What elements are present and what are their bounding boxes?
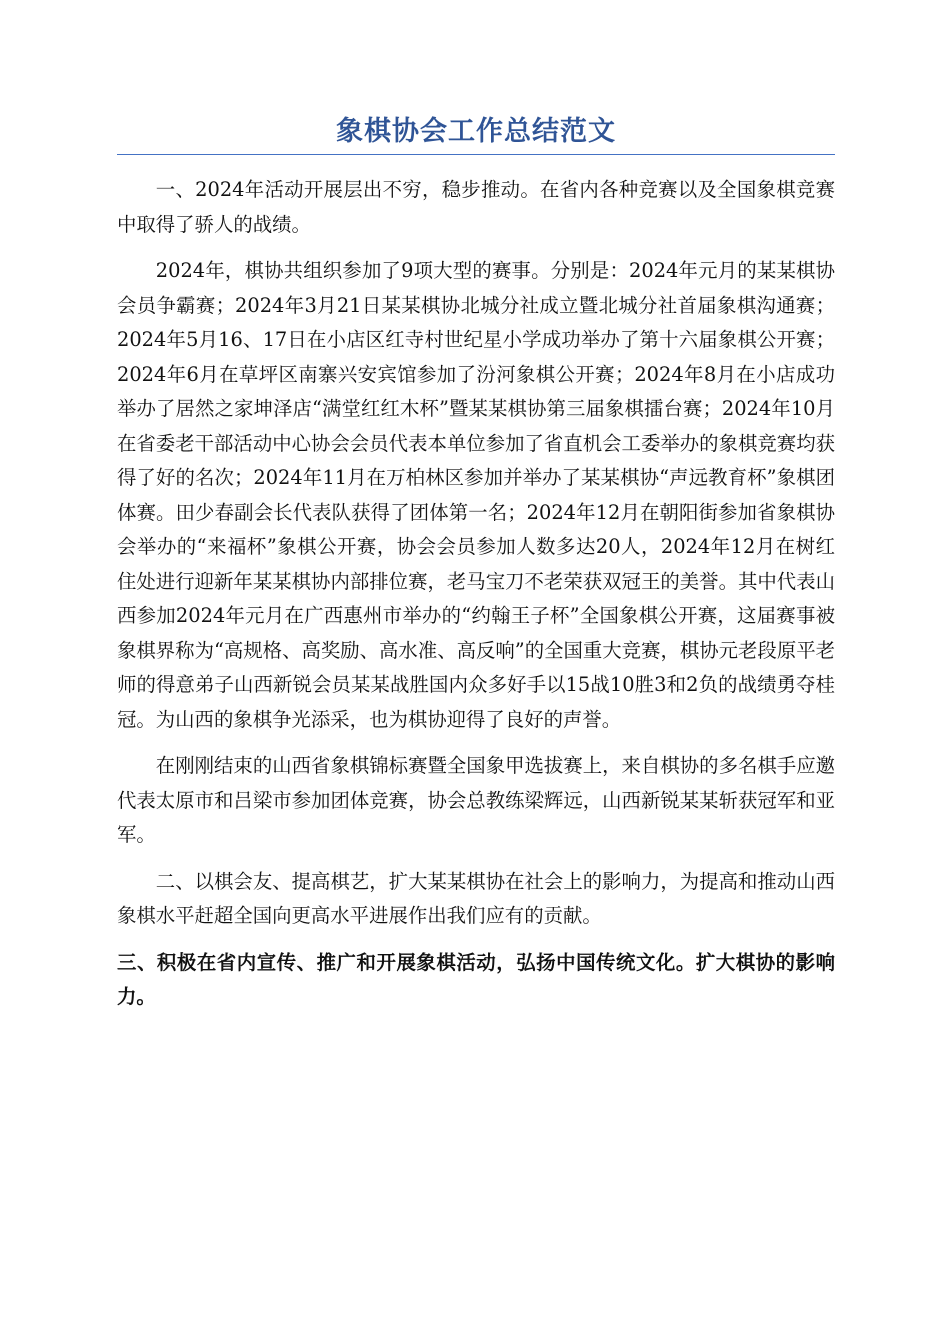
document-page: [117, 112, 835, 1027]
paragraph-1: 一、2024年活动开展层出不穷，稳步推动。在省内各种竞赛以及全国象棋竞赛中取得了骄人的战绩。: [117, 178, 835, 236]
paragraph-4: 二、以棋会友、提高棋艺，扩大某某棋协在社会上的影响力，为提高和推动山西象棋水平赶超全国向更高水平进展作出我们应有的贡献。: [117, 869, 835, 927]
title-underline: [117, 154, 835, 155]
paragraph-2: 2024年，棋协共组织参加了9项大型的赛事。分别是：2024年元月的某某棋协会员争霸赛；2024年3月21日某某棋协北城分社成立暨北城分社首届象棋沟通赛；2024年5月16、17日在小店区红寺村世纪星小学成功举办了第十六届象棋公开赛；2024年6月在草坪区南寨兴安宾馆参加了汾河象棋公开赛；2024年8月在小店成功举办了居然之家坤泽店“满堂红红木杯”暨某某棋协第三届象棋擂台赛；2024年10月在省委老干部活动中心协会会员代表本单位参加了省直机会工委举办的象棋竞赛均获得了好的名次；2024年11月在万柏林区参加并举办了某某棋协“声远教育杯”象棋团体赛。田少春副会长代表队获得了团体第一名；2024年12月在朝阳街参加省象棋协会举办的“来福杯”象棋公开赛，协会会员参加人数多达20人，2024年12月在树红住处进行迎新年某某棋协内部排位赛，老马宝刀不老荣获双冠王的美誉。其中代表山西参加2024年元月在广西惠州市举办的“约翰王子杯”全国象棋公开赛，这届赛事被象棋界称为“高规格、高奖励、高水准、高反响”的全国重大竞赛，棋协元老段原平老师的得意弟子山西新锐会员某某战胜国内众多好手以15战10胜3和2负的战绩勇夺桂冠。为山西的象棋争光添采，也为棋协迎得了良好的声誉。: [117, 259, 835, 731]
document-title: 象棋协会工作总结范文: [336, 116, 616, 147]
section-heading-3: 三、积极在省内宣传、推广和开展象棋活动，弘扬中国传统文化。扩大棋协的影响力。: [117, 950, 835, 1008]
paragraph-3: 在刚刚结束的山西省象棋锦标赛暨全国象甲选拔赛上，来自棋协的多名棋手应邀代表太原市和吕梁市参加团体竞赛，协会总教练梁辉远，山西新锐某某斩获冠军和亚军。: [117, 754, 835, 846]
